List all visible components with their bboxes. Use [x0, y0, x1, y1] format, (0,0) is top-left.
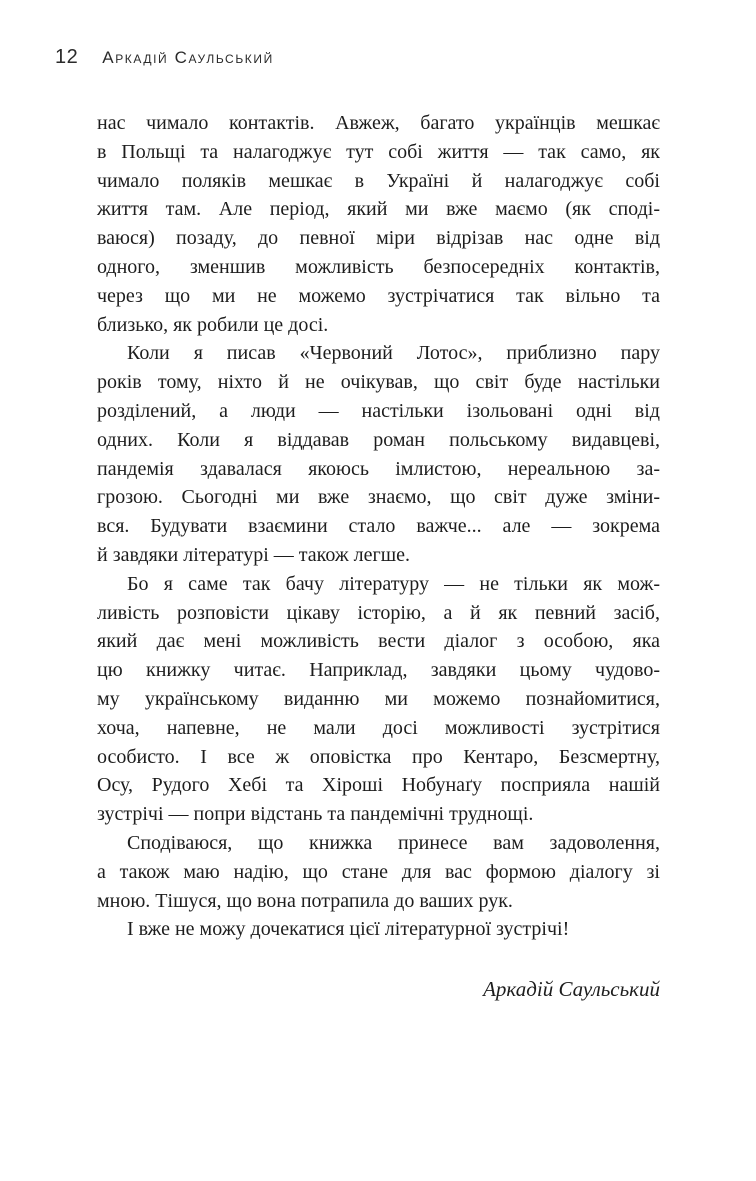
- text-line: Осу, Рудого Хебі та Хіроші Нобунаґу посприяла нашій: [97, 774, 660, 797]
- text-line: життя там. Але період, який ми вже маємо (як споді-: [97, 198, 660, 221]
- text-line: одного, зменшив можливість безпосередніх контактів,: [97, 255, 660, 278]
- text-line: му українському виданню ми можемо познайомитися,: [97, 687, 660, 710]
- text-line: який дає мені можливість вести діалог з особою, яка: [97, 630, 660, 653]
- text-line: ливість розповісти цікаву історію, а й як певний засіб,: [97, 601, 660, 624]
- paragraph: [97, 339, 660, 569]
- text-line: мною. Тішуся, що вона потрапила до ваших рук.: [97, 889, 513, 912]
- text-line: І вже не можу дочекатися цієї літературної зустрічі!: [127, 918, 570, 941]
- text-line: Бо я саме так бачу літературу — не тільки як мож-: [127, 572, 660, 595]
- text-line: Сподіваюся, що книжка принесе вам задоволення,: [127, 831, 660, 854]
- paragraph: [97, 109, 660, 339]
- text-line: зустрічі — попри відстань та пандемічні труднощі.: [97, 803, 534, 826]
- text-line: Коли я писав «Червоний Лотос», приблизно пару: [127, 342, 660, 365]
- text-line: в Польщі та налагоджує тут собі життя — так само, як: [97, 140, 660, 163]
- body-text: [97, 109, 660, 1004]
- text-line: років тому, ніхто й не очікував, що світ буде настільки: [97, 371, 660, 394]
- paragraph: [97, 829, 660, 915]
- paragraph: [97, 915, 660, 944]
- text-line: особисто. І все ж оповістка про Кентаро, Безсмертну,: [97, 745, 660, 768]
- text-line: чимало поляків мешкає в Україні й налагоджує собі: [97, 169, 660, 192]
- running-head: Аркадій Саульський: [102, 48, 274, 67]
- text-line: грозою. Сьогодні ми вже знаємо, що світ дуже зміни-: [97, 486, 660, 509]
- text-line: цю книжку читає. Наприклад, завдяки цьому чудово-: [97, 659, 660, 682]
- page-number: 12: [55, 46, 79, 68]
- text-line: одних. Коли я віддавав роман польському видавцеві,: [97, 428, 660, 451]
- paragraph: [97, 570, 660, 829]
- text-line: вся. Будувати взаємини стало важче... але — зокрема: [97, 515, 660, 538]
- text-line: близько, як робили це досі.: [97, 313, 329, 336]
- text-line: а також маю надію, що стане для вас формою діалогу зі: [97, 860, 660, 883]
- text-line: розділений, а люди — настільки ізольовані одні від: [97, 399, 660, 422]
- page-header: [55, 46, 274, 69]
- text-line: хоча, напевне, не мали досі можливості зустрітися: [97, 716, 660, 739]
- text-line: нас чимало контактів. Авжеж, багато українців мешкає: [97, 112, 660, 134]
- text-line: через що ми не можемо зустрічатися так вільно та: [97, 284, 660, 307]
- text-line: й завдяки літературі — також легше.: [97, 543, 410, 566]
- text-line: ваюся) позаду, до певної міри відрізав нас одне від: [97, 227, 660, 250]
- text-line: пандемія здавалася якоюсь імлистою, нереальною за-: [97, 457, 660, 480]
- author-signature: Аркадій Саульський: [483, 977, 660, 1002]
